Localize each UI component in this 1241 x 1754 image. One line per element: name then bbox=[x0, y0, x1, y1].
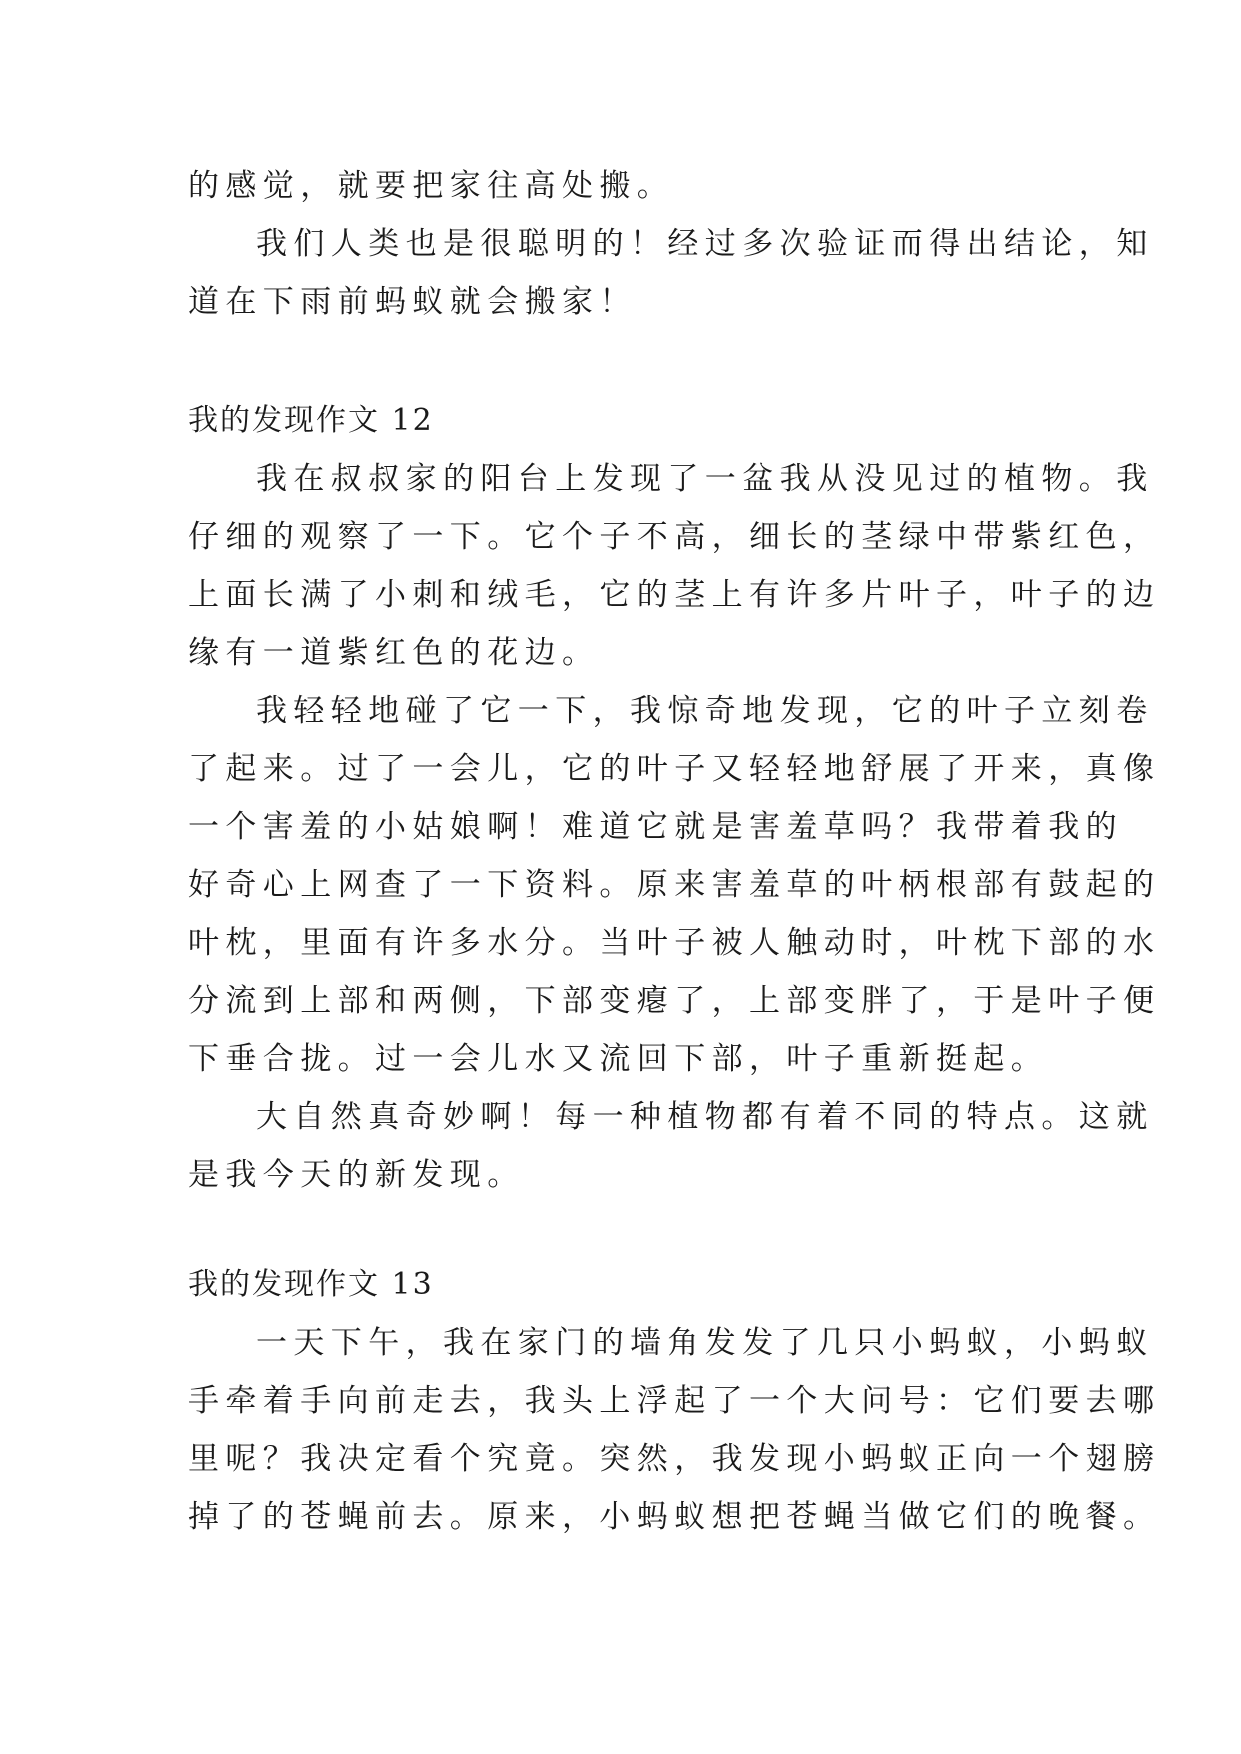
paragraph-line: 我们人类也是很聪明的！经过多次验证而得出结论，知 bbox=[256, 226, 1154, 262]
paragraph-line: 的感觉，就要把家往高处搬。 bbox=[188, 168, 675, 204]
section-heading: 我的发现作文 13 bbox=[188, 1267, 434, 1302]
paragraph-line: 手牵着手向前走去，我头上浮起了一个大问号：它们要去哪 bbox=[188, 1383, 1161, 1419]
paragraph-line: 我轻轻地碰了它一下，我惊奇地发现，它的叶子立刻卷 bbox=[256, 693, 1154, 729]
section-heading: 我的发现作文 12 bbox=[188, 403, 434, 438]
paragraph-line: 叶枕，里面有许多水分。当叶子被人触动时，叶枕下部的水 bbox=[188, 925, 1161, 961]
paragraph-line: 里呢？我决定看个究竟。突然，我发现小蚂蚁正向一个翅膀 bbox=[188, 1441, 1161, 1477]
paragraph-line: 仔细的观察了一下。它个子不高，细长的茎绿中带紫红色， bbox=[188, 519, 1161, 555]
paragraph-line: 分流到上部和两侧，下部变瘪了，上部变胖了，于是叶子便 bbox=[188, 983, 1161, 1019]
paragraph-line: 掉了的苍蝇前去。原来，小蚂蚁想把苍蝇当做它们的晚餐。 bbox=[188, 1499, 1161, 1535]
paragraph-line: 下垂合拢。过一会儿水又流回下部，叶子重新挺起。 bbox=[188, 1041, 1049, 1077]
paragraph-line: 道在下雨前蚂蚁就会搬家！ bbox=[188, 284, 637, 320]
paragraph-line: 一个害羞的小姑娘啊！难道它就是害羞草吗？我带着我的 bbox=[188, 809, 1123, 845]
paragraph-line: 我在叔叔家的阳台上发现了一盆我从没见过的植物。我 bbox=[256, 461, 1154, 497]
paragraph-line: 缘有一道紫红色的花边。 bbox=[188, 635, 600, 671]
paragraph-line: 一天下午，我在家门的墙角发发了几只小蚂蚁，小蚂蚁 bbox=[256, 1325, 1154, 1361]
section-13 bbox=[188, 1256, 1161, 1546]
paragraph-line: 是我今天的新发现。 bbox=[188, 1157, 525, 1193]
paragraph-line: 大自然真奇妙啊！每一种植物都有着不同的特点。这就 bbox=[256, 1099, 1154, 1135]
section-12 bbox=[188, 392, 1161, 1204]
paragraph-line: 上面长满了小刺和绒毛，它的茎上有许多片叶子，叶子的边 bbox=[188, 577, 1161, 613]
paragraph-line: 好奇心上网查了一下资料。原来害羞草的叶柄根部有鼓起的 bbox=[188, 867, 1161, 903]
paragraph-line: 了起来。过了一会儿，它的叶子又轻轻地舒展了开来，真像 bbox=[188, 751, 1161, 787]
intro-paragraphs bbox=[188, 157, 1154, 331]
